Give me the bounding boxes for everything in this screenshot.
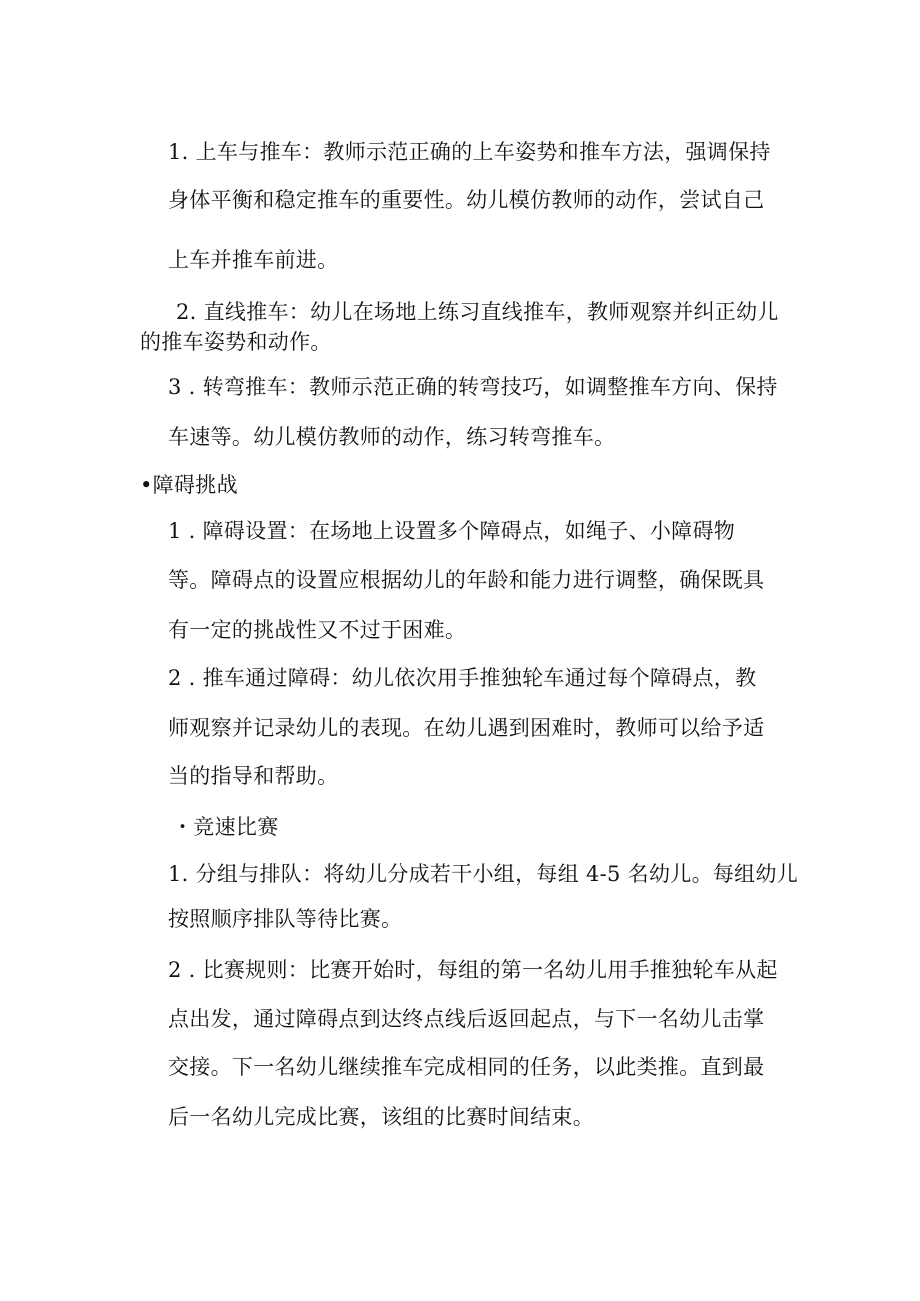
section-heading-speed-race: ・竞速比赛 (172, 815, 279, 839)
paragraph-line: 点出发，通过障碍点到达终点线后返回起点，与下一名幼儿击掌 (168, 1007, 765, 1031)
paragraph-line: 3 . 转弯推车：教师示范正确的转弯技巧，如调整推车方向、保持 (168, 375, 778, 399)
paragraph-line: 交接。下一名幼儿继续推车完成相同的任务，以此类推。直到最 (168, 1055, 765, 1079)
paragraph-line: 1 . 障碍设置：在场地上设置多个障碍点，如绳子、小障碍物 (168, 519, 736, 543)
paragraph-line: 2. 直线推车：幼儿在场地上练习直线推车，教师观察并纠正幼儿 (176, 300, 779, 324)
paragraph-line: 1. 分组与排队：将幼儿分成若干小组，每组 4-5 名幼儿。每组幼儿 (168, 862, 799, 886)
paragraph-line: 师观察并记录幼儿的表现。在幼儿遇到困难时，教师可以给予适 (168, 716, 765, 740)
paragraph-line: 按照顺序排队等待比赛。 (168, 907, 403, 931)
paragraph-line: 等。障碍点的设置应根据幼儿的年龄和能力进行调整，确保既具 (168, 568, 765, 592)
section-heading-obstacle-challenge: •障碍挑战 (140, 473, 238, 497)
paragraph-line: 后一名幼儿完成比赛，该组的比赛时间结束。 (168, 1105, 594, 1129)
paragraph-line: 2 . 比赛规则：比赛开始时，每组的第一名幼儿用手推独轮车从起 (168, 958, 778, 982)
paragraph-line: 车速等。幼儿模仿教师的动作，练习转弯推车。 (168, 425, 616, 449)
paragraph-line: 当的指导和帮助。 (168, 764, 339, 788)
paragraph-line: 2 . 推车通过障碍：幼儿依次用手推独轮车通过每个障碍点，教 (168, 666, 757, 690)
paragraph-line: 有一定的挑战性又不过于困难。 (168, 618, 467, 642)
paragraph-line: 上车并推车前进。 (168, 248, 339, 272)
paragraph-line: 身体平衡和稳定推车的重要性。幼儿模仿教师的动作，尝试自己 (168, 188, 765, 212)
paragraph-line: 1. 上车与推车：教师示范正确的上车姿势和推车方法，强调保持 (168, 140, 771, 164)
paragraph-line: 的推车姿势和动作。 (140, 330, 332, 354)
